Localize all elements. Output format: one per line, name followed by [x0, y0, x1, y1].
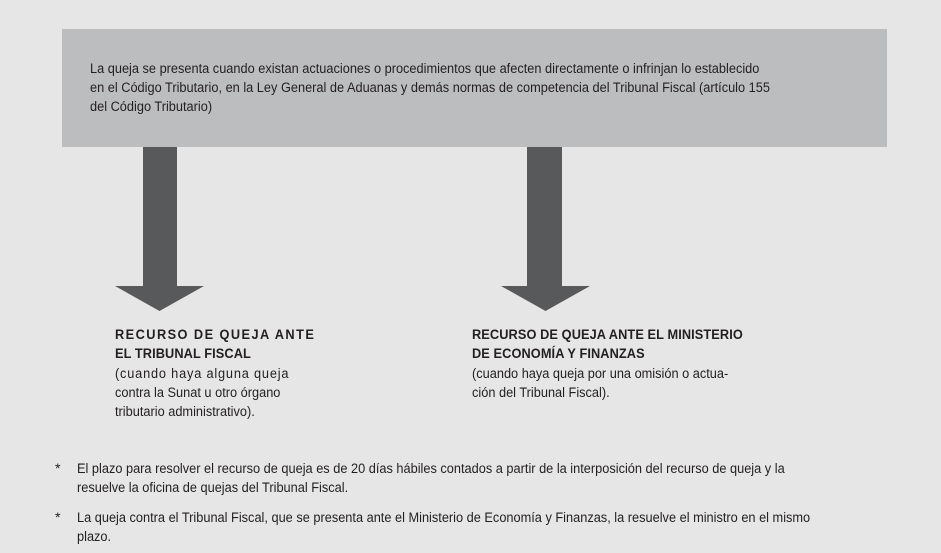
right-desc-line-2: ción del Tribunal Fiscal).: [472, 385, 610, 401]
footnote-line-2: resuelve la oficina de quejas del Tribunal Fiscal.: [77, 480, 349, 496]
right-desc-line-1: (cuando haya queja por una omisión o actua-: [472, 366, 729, 382]
footnote-marker: *: [55, 461, 61, 477]
right-title-line-1: RECURSO DE QUEJA ANTE EL MINISTERIO: [472, 327, 743, 343]
left-title-line-2: EL TRIBUNAL FISCAL: [115, 346, 251, 362]
footnote-line-2: plazo.: [77, 529, 112, 545]
right-branch-title: [472, 326, 743, 364]
definition-line-1: La queja se presenta cuando existan actuaciones o procedimientos que afecten directamente o infrinjan lo establecido: [90, 61, 760, 77]
down-arrow-left: [115, 147, 204, 311]
footnote-text: [77, 509, 901, 547]
footnote-text: [77, 460, 901, 498]
left-title-line-1: RECURSO DE QUEJA ANTE: [115, 327, 316, 343]
left-branch-title: [115, 326, 315, 364]
left-desc-line-2: contra la Sunat u otro órgano: [115, 385, 281, 401]
queja-definition-text: [90, 60, 860, 117]
definition-line-3: del Código Tributario): [90, 99, 213, 115]
queja-definition-box: [62, 29, 887, 147]
left-branch-description: [115, 365, 289, 422]
footnote-marker: *: [55, 510, 61, 526]
left-desc-line-3: tributario administrativo).: [115, 404, 255, 420]
footnote-line-1: La queja contra el Tribunal Fiscal, que se presenta ante el Ministerio de Economía y Finanzas, la resuelve el ministro en el mismo: [77, 510, 811, 526]
left-desc-line-1: (cuando haya alguna queja: [115, 366, 290, 382]
footnote-line-1: El plazo para resolver el recurso de queja es de 20 días hábiles contados a partir de la interposición del recurso de queja y la: [77, 461, 785, 477]
right-title-line-2: DE ECONOMÍA Y FINANZAS: [472, 346, 645, 362]
definition-line-2: en el Código Tributario, en la Ley General de Aduanas y demás normas de competencia del Tribunal Fiscal (artículo 155: [90, 80, 770, 96]
down-arrow-right: [501, 147, 590, 311]
right-branch-description: [472, 365, 728, 403]
